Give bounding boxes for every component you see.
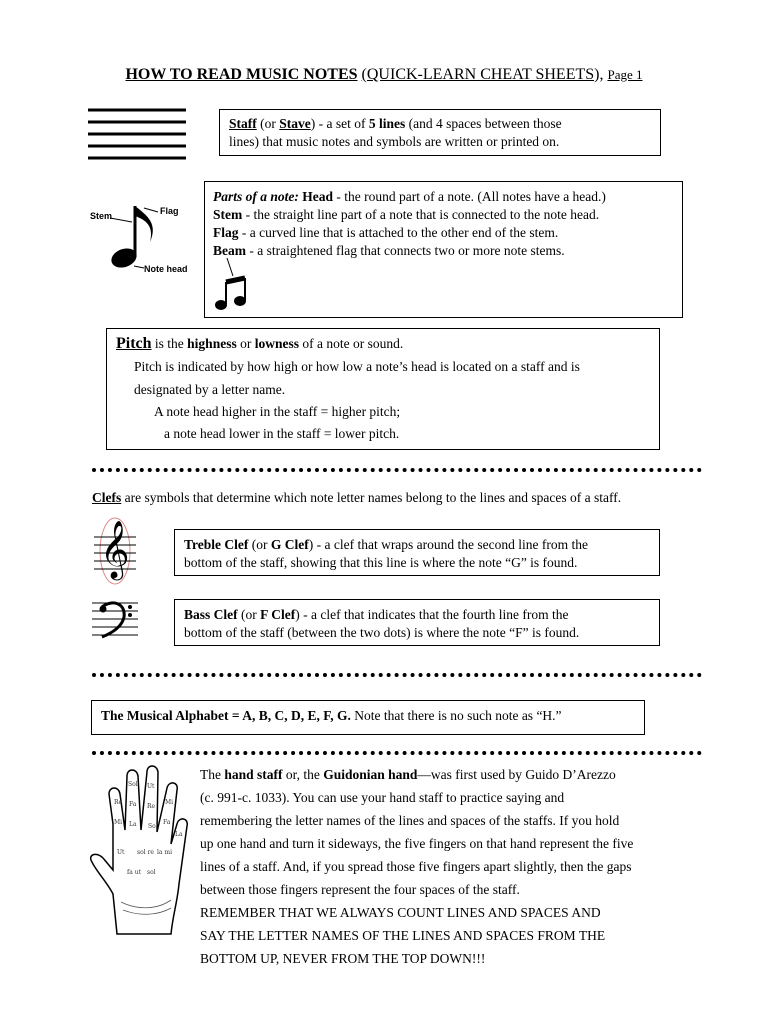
staff-lines-graphic <box>88 108 188 160</box>
stem-label: Stem <box>90 211 113 221</box>
hand-staff-text: The hand staff or, the Guidonian hand—was first used by Guido D’Arezzo (c. 991-c. 1033). You can use your hand staff to practice saying and remembering the letter names of the lines and spaces of the staffs. If you hold up one hand and turn it sideways, the five fingers on that hand represent the five lines of a staff. And, if you spread those five fingers apart slightly, then the gaps between those fingers represent the four spaces of the staff. REMEMBER THAT WE ALWAYS COUNT LINES AND SPACES AND SAY THE LETTER NAMES OF THE LINES AND SPACES FROM THE BOTTOM UP, NEVER FROM THE TOP DOWN!!! <box>200 767 634 966</box>
parts-of-note-box: Parts of a note: Head - the round part of a note. (All notes have a head.) Stem - the straight line part of a note that is connected to the note head. Flag - a curved line that is attached to the other end of the stem. Beam - a straightened flag that connects two or more note stems. <box>204 181 683 318</box>
flag-label: Flag <box>160 206 179 216</box>
svg-text:Fa: Fa <box>129 801 137 808</box>
svg-text:Re: Re <box>147 803 156 810</box>
svg-text:Re: Re <box>114 799 123 806</box>
bass-clef-graphic <box>90 597 140 643</box>
treble-clef-graphic <box>90 517 140 585</box>
svg-text:La: La <box>175 831 183 838</box>
page-title: HOW TO READ MUSIC NOTES (QUICK-LEARN CHEAT SHEETS), Page 1 <box>125 66 643 83</box>
svg-text:Sol: Sol <box>128 781 138 788</box>
bass-staff-icon <box>90 597 140 643</box>
note-head-label: Note head <box>144 264 188 274</box>
musical-alphabet-box: The Musical Alphabet = A, B, C, D, E, F, G. Note that there is no such note as “H.” <box>91 700 645 735</box>
svg-text:Ut: Ut <box>117 849 125 856</box>
note-parts-diagram <box>88 196 198 282</box>
svg-text:Sol: Sol <box>148 823 158 830</box>
svg-text:Ut: Ut <box>147 783 155 790</box>
svg-text:Mi: Mi <box>165 799 174 806</box>
treble-clef-icon: 𝄞 <box>100 520 130 578</box>
svg-text:Mi: Mi <box>114 819 123 826</box>
beamed-notes-icon <box>211 258 251 314</box>
dotted-separator <box>92 751 702 755</box>
clefs-intro: Clefs are symbols that determine which note letter names belong to the lines and spaces of a staff. <box>92 490 622 505</box>
svg-text:sol: sol <box>147 869 156 876</box>
svg-text:fa ut: fa ut <box>127 869 141 876</box>
staff-definition-box: Staff (or Stave) - a set of 5 lines (and 4 spaces between those lines) that music notes and symbols are written or printed on. <box>219 109 661 156</box>
bass-clef-box: Bass Clef (or F Clef) - a clef that indicates that the fourth line from the bottom of the staff (between the two dots) is where the note “F” is found. <box>174 599 660 646</box>
svg-text:la mi: la mi <box>157 849 173 856</box>
svg-text:La: La <box>129 821 137 828</box>
guidonian-hand-illustration <box>87 764 197 940</box>
pitch-definition-box: Pitch is the highness or lowness of a note or sound. Pitch is indicated by how high or how low a note’s head is located on a staff and is designated by a letter name. A note head higher in the staff = higher pitch; a note head lower in the staff = lower pitch. <box>106 328 660 450</box>
dotted-separator <box>92 468 702 472</box>
dotted-separator <box>92 673 702 677</box>
svg-text:sol re: sol re <box>137 849 154 856</box>
treble-clef-box: Treble Clef (or G Clef) - a clef that wraps around the second line from the bottom of the staff, showing that this line is where the note “G” is found. <box>174 529 660 576</box>
svg-text:Fa: Fa <box>163 819 171 826</box>
